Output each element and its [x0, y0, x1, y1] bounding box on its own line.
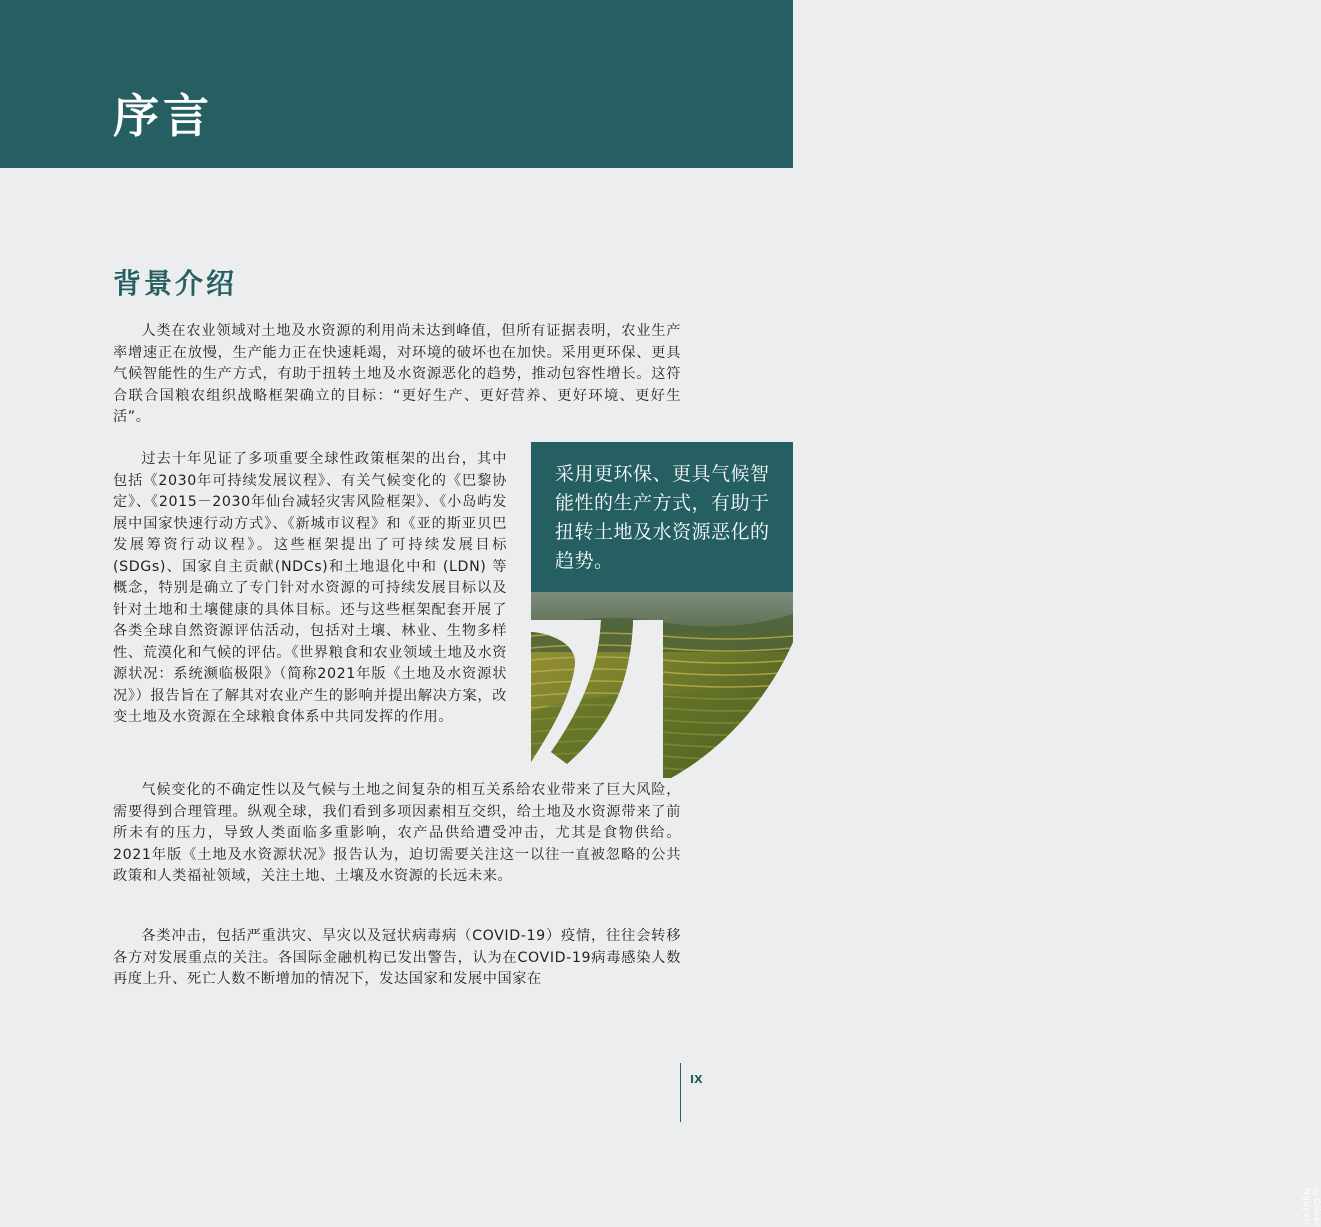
photo-credit: ©Oliver Nguyen — [1301, 1188, 1321, 1227]
body-paragraph-3: 气候变化的不确定性以及气候与土地之间复杂的相互关系给农业带来了巨大风险，需要得到合理管理。纵观全球，我们看到多项因素相互交织，给土地及水资源带来了前所未有的压力，导致人类面临多重影响，农产品供给遭受冲击，尤其是食物供给。2021年版《土地及水资源状况》报告认为，迫切需要关注这一以往一直被忽略的公共政策和人类福祉领域，关注土地、土壤及水资源的长远未来。 — [113, 782, 681, 884]
quote-mark-photo-graphic — [531, 592, 793, 778]
page-title: 序言 — [113, 89, 213, 143]
body-paragraph-2: 过去十年见证了多项重要全球性政策框架的出台，其中包括《2030年可持续发展议程》、有关气候变化的《巴黎协定》、《2015－2030年仙台减轻灾害风险框架》、《小岛屿发展中国家快速行动方式》、《新城市议程》和《亚的斯亚贝巴发展筹资行动议程》。这些框架提出了可持续发展目标(SDGs)、国家自主贡献(NDCs)和土地退化中和 (LDN) 等概念，特别是确立了专门针对水资源的可持续发展目标以及针对土地和土壤健康的具体目标。还与这些框架配套开展了各类全球自然资源评估活动，包括对土壤、林业、生物多样性、荒漠化和气候的评估。《世界粮食和农业领域土地及水资源状况：系统濒临极限》（简称2021年版《土地及水资源状况》）报告旨在了解其对农业产生的影响并提出解决方案，改变土地及水资源在全球粮食体系中共同发挥的作用。 — [113, 451, 507, 725]
pull-quote-text: 采用更环保、更具气候智能性的生产方式，有助于扭转土地及水资源恶化的趋势。 — [555, 463, 770, 572]
body-paragraph-4: 各类冲击，包括严重洪灾、旱灾以及冠状病毒病（COVID-19）疫情，往往会转移各方对发展重点的关注。各国际金融机构已发出警告，认为在COVID-19病毒感染人数再度上升、死亡人数不断增加的情况下，发达国家和发展中国家在 — [113, 928, 681, 987]
body-paragraph-1: 人类在农业领域对土地及水资源的利用尚未达到峰值，但所有证据表明，农业生产率增速正在放慢，生产能力正在快速耗竭，对环境的破坏也在加快。采用更环保、更具气候智能性的生产方式，有助于扭转土地及水资源恶化的趋势，推动包容性增长。这符合联合国粮农组织战略框架确立的目标：“更好生产、更好营养、更好环境、更好生活”。 — [113, 323, 681, 425]
section-heading: 背景介绍 — [113, 267, 238, 300]
pull-quote-box — [531, 442, 793, 592]
page-header-band — [0, 0, 793, 168]
page-number: IX — [690, 1073, 703, 1086]
page-number-divider — [680, 1063, 681, 1122]
